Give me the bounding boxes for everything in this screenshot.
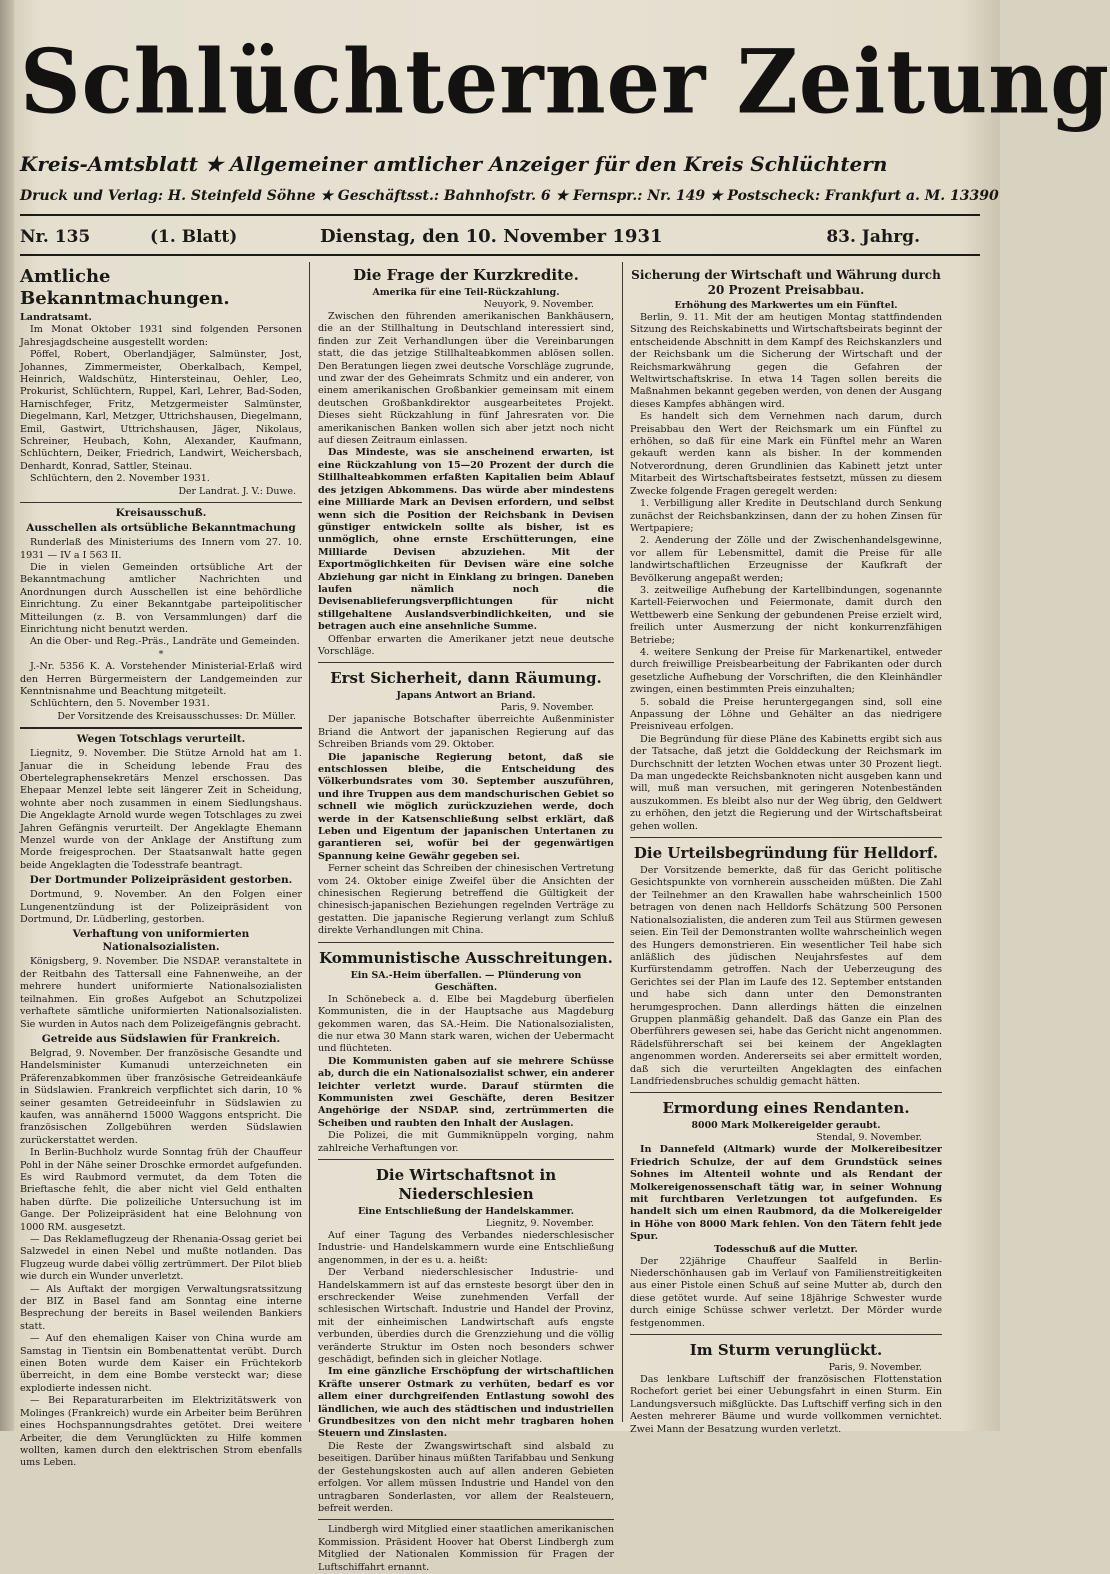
news-text: Königsberg, 9. November. Die NSDAP. veranstaltete in der Reitbahn des Tattersall eine Fahnenweihe, an der mehrere hundert uniformierte Nationalsozialisten teilnahmen. Ein großes Aufgebot an Schutzpolizei verhaftete sämtliche uniformierten Nationalsozialisten. Sie wurden in Autos nach dem Polizeigefängnis gebracht. [20,956,302,1030]
article-headline: Die Wirtschaftsnot in Niederschlesien [375,1165,557,1203]
notice-date: Schlüchtern, den 2. November 1931. [30,473,210,485]
divider [20,727,302,729]
masthead-subtitle: Kreis-Amtsblatt ★ Allgemeiner amtlicher Anzeiger für den Kreis Schlüchtern [20,152,888,176]
article-paragraph: In Schönebeck a. d. Elbe bei Magdeburg überfielen Kommunisten, die in der Hauptsache aus Magdeburg gekommen waren, das SA.-Heim. Die Nationalsozialisten, die nur etwa 30 Mann stark waren, wichen der Uebermacht und flüchteten. [318,993,614,1055]
article-paragraph: Berlin, 9. 11. Mit der am heutigen Montag stattfindenden Sitzung des Reichskabinetts und Wirtschaftsbeirats beginnt der entscheidende Abschnitt in dem Kampf des Reichskanzlers und der Reichsbank um die Sicherung der Wirtschaft und der Reichsmarkwährung gegen die Gefahren der Weltwirtschaftskrise. In etwa 14 Tagen sollen bereits die Maßnahmen bekannt gegeben werden, von denen der Ausgang dieses Kampfes abhängen wird. [630,312,942,410]
publisher-line: Druck und Verlag: H. Steinfeld Söhne ★ Geschäftsst.: Bahnhofstr. 6 ★ Fernspr.: Nr. 149 ★ Postscheck: Frankfurt a. M. 13390 [20,188,999,204]
article-paragraph: Der Verband niederschlesischer Industrie- und Handelskammern ist auf das ernsteste besorgt über den in erschreckender Weise zunehmenden Verfall der schlesischen Wirtschaft. Industrie und Handel der Provinz, mit der einheimischen Landwirtschaft aufs engste verbunden, überdies durch die Grenzziehung und die völlig veränderte Struktur im Osten noch besonders schwer geschädigt, befinden sich in gleicher Notlage. [318,1267,614,1366]
article-subheadline: Amerika für eine Teil-Rückzahlung. [372,287,560,298]
decree-forwarding: J.-Nr. 5356 K. A. Vorstehender Ministerial-Erlaß wird den Herren Bürgermeistern der Landgemeinden zur Kenntnisnahme und Beachtung mitgeteilt. [20,661,302,697]
news-title: Getreide aus Südslawien für Frankreich. [41,1032,281,1045]
article-subheadline: 8000 Mark Molkereigelder geraubt. [691,1120,881,1132]
article-paragraph: Die Polizei, die mit Gummiknüppeln vorging, nahm zahlreiche Verhaftungen vor. [318,1130,614,1154]
volume-year: 83. Jahrg. [826,227,920,247]
top-rule [20,214,980,216]
dateline-rule [20,254,980,256]
news-text: In Berlin-Buchholz wurde Sonntag früh der Chauffeur Pohl in der Nähe seiner Droschke ermordet aufgefunden. Es wird Raubmord vermutet, da dem Toten die Brieftasche fehlt, die aber nicht viel Geld enthalten haben dürfte. Die polizeiliche Untersuchung ist im Gange. Der Polizeipräsident hat eine Belohnung von 1000 RM. ausgesetzt. [20,1147,302,1233]
hunting-license-names: Pöffel, Robert, Oberlandjäger, Salmünster, Jost, Johannes, Zimmermeister, Oberkalbach, Kempel, Heinrich, Waldschütz, Hintersteinau, Oehler, Leo, Prokurist, Schlüchtern, Ruppel, Karl, Lehrer, Bad-Soden, Harnischfeger, Fritz, Metzgermeister Salmünster, Diegelmann, Karl, Metzger, Uttrichshausen, Diegelmann, Emil, Gastwirt, Uttrichshausen, Jäger, Nikolaus, Schreiner, Heubach, Kohn, Alexander, Kaufmann, Schlüchtern, Deiker, Friedrich, Landwirt, Weichersbach, Denhardt, Konrad, Sattler, Steinau. [20,349,302,472]
article-paragraph: Ferner scheint das Schreiben der chinesischen Vertretung vom 24. Oktober einige Zweifel über die Ansichten der chinesischen Regierung betreffend die Gültigkeit der chinesisch-japanischen Beziehungen regelnden Verträge zu gestatten. Die japanische Regierung verlangt zum Schluß direkte Verhandlungen mit China. [318,863,614,937]
page-binding-edge [0,0,14,1431]
article-headline: Erst Sicherheit, dann Räumung. [330,669,602,688]
divider [318,1159,614,1160]
news-title: Verhaftung von uniformierten Nationalsozialisten. [72,928,250,954]
separator-star: * [158,648,164,660]
announcement-title: Ausschellen als ortsübliche Bekanntmachung [26,522,296,535]
column-middle [318,266,614,1573]
column-divider-2 [622,262,623,1422]
article-paragraph: Das lenkbare Luftschiff der französischen Flottenstation Rochefort geriet bei einer Uebungsfahrt in einen Sturm. Ein Landungsversuch mißglückte. Das Luftschiff verfing sich in den Aesten mehrerer Bäume und wurde vollkommen vernichtet. Zwei Mann der Besatzung wurden verletzt. [630,1374,942,1435]
news-title: Der Dortmunder Polizeipräsident gestorben. [29,874,293,887]
article-paragraph: Auf einer Tagung des Verbandes niederschlesischer Industrie- und Handelskammern wurde eine Entschließung angenommen, in der es u. a. heißt: [318,1229,614,1266]
article-subheadline: Ein SA.-Heim überfallen. — Plünderung von Geschäften. [350,969,582,993]
notice-signature: Der Landrat. J. V.: Duwe. [178,485,296,497]
news-text: — Das Reklameflugzeug der Rhenania-Ossag geriet bei Salzwedel in einen Nebel und mußte notlanden. Das Flugzeug wurde dabei völlig zertrümmert. Der Pilot blieb wie durch ein Wunder unverletzt. [20,1234,302,1283]
article-paragraph: Zwischen den führenden amerikanischen Bankhäusern, die an der Stillhaltung in Deutschland interessiert sind, finden zur Zeit Verhandlungen über die Vereinbarungen statt, die das jetzige Stillhalteabkommen ablösen sollen. Den Beratungen liegen zwei deutsche Vorschläge zugrunde, und zwar der des Geheimrats Schmitz und ein anderer, von einem amerikanischen Großbankier gemeinsam mit einem deutschen Großbankdirektor ausgearbeitetes Projekt. Dieses sieht Rückzahlung in fünf Jahresraten vor. Die amerikanischen Banken wollen sich aber jetzt noch nicht auf diesen Zeitraum einlassen. [318,311,614,447]
notice-intro: Im Monat Oktober 1931 sind folgenden Personen Jahresjagdscheine ausgestellt worden: [20,324,302,348]
article-dateline: Paris, 9. November. [500,702,594,714]
article-headline: Im Sturm verunglückt. [689,1341,883,1360]
decree-date: Schlüchtern, den 5. November 1931. [30,698,210,710]
article-subheadline: Japans Antwort an Briand. [396,690,536,702]
official-notices-heading: Amtliche Bekanntmachungen. [20,266,230,309]
news-text: — Bei Reparaturarbeiten im Elektrizitätswerk von Molinges (Frankreich) wurde ein Arbeiter beim Berühren eines Hochspannungsdrahtes getötet. Drei weitere Arbeiter, die dem Verunglückten zu Hilfe kommen wollten, kamen durch den elektrischen Strom ebenfalls ums Leben. [20,1395,302,1469]
issue-number: Nr. 135 [20,227,91,247]
article-dateline: Neuyork, 9. November. [483,299,594,310]
article-dateline: Liegnitz, 9. November. [486,1217,594,1229]
list-item: 2. Aenderung der Zölle und der Zwischenhandelsgewinne, vor allem für Lebensmittel, damit die Preise für alle landwirtschaftlichen Erzeugnisse der Kaufkraft der Bevölkerung angepaßt werden; [630,535,942,584]
article-subheadline: Todesschuß auf die Mutter. [714,1243,858,1255]
decree-signature: Der Vorsitzende des Kreisausschusses: Dr. Müller. [57,710,296,722]
article-paragraph: Der japanische Botschafter überreichte Außenminister Briand die Antwort der japanischen Regierung auf das Schreiben Briands vom 29. Oktober. [318,714,614,751]
article-paragraph: Die Kommunisten gaben auf sie mehrere Schüsse ab, durch die ein Nationalsozialist schwer, ein anderer leichter verletzt wurde. Darauf stürmten die Kommunisten zwei Geschäfte, deren Besitzer Angehörige der NSDAP. sind, zertrümmerten die Scheiben und raubten den Inhalt der Auslagen. [318,1055,614,1129]
issue-date: Dienstag, den 10. November 1931 [320,226,663,247]
article-paragraph: Der Vorsitzende bemerkte, daß für das Gericht politische Gesichtspunkte von vornherein ausscheiden müßten. Die Zahl der Teilnehmer an den Krawallen habe wahrscheinlich 1500 betragen von denen nach Helldorfs Schätzung 500 Personen Nationalsozialisten, die anderen zum Teil aus Stürmen gewesen seien. Ein Teil der Demonstranten wollte wahrscheinlich wegen des Hungers demonstrieren. Ein wesentlicher Teil habe sich anläßlich des jüdischen Neujahrsfestes auf dem Kurfürstendamm getroffen. Nach der Ueberzeugung des Gerichtes sei der Plan im Laufe des 12. September entstanden und habe sich dann unter den Demonstranten herumgesprochen. Dann allerdings hätten die einzelnen Gruppen planmäßig gehandelt. Daß das Ganze ein Plan des Oberführers gewesen sei, habe das Gericht nicht angenommen. Rädelsführerschaft sei bei keinem der Angeklagten angenommen worden. Andererseits sei aber ermittelt worden, daß sich die verurteilten Angeklagten des einfachen Landfriedensbruches schuldig gemacht hätten. [630,865,942,1087]
article-paragraph: Im eine gänzliche Erschöpfung der wirtschaftlichen Kräfte unserer Ostmark zu verhüten, bedarf es vor allem einer durchgreifenden Entlastung sowohl des ländlichen, wie auch des städtischen und industriellen Grundbesitzes von den nicht mehr tragbaren hohen Steuern und Zinslasten. [318,1366,614,1440]
article-paragraph: In Dannefeld (Altmark) wurde der Molkereibesitzer Friedrich Schulze, der auf dem Grundstück seines Sohnes im Altenteil wohnte und als Rendant der Molkereigenossenschaft tätig war, in seiner Wohnung mit furchtbaren Verletzungen tot aufgefunden. Es handelt sich um einen Raubmord, da die Molkereigelder in Höhe von 8000 Mark fehlen. Von den Tätern fehlt jede Spur. [630,1144,942,1243]
divider [20,502,302,503]
news-text: Dortmund, 9. November. An den Folgen einer Lungenentzündung ist der Polizeipräsident von Dortmund, Dr. Lüdberling, gestorben. [20,889,302,926]
article-paragraph: Offenbar erwarten die Amerikaner jetzt neue deutsche Vorschläge. [318,633,614,657]
article-headline: Die Urteilsbegründung für Helldorf. [633,844,939,863]
list-item: 5. sobald die Preise heruntergegangen sind, soll eine Anpassung der Löhne und Gehälter an das niedrigere Preisniveau erfolgen. [630,696,942,733]
list-item: 3. zeitweilige Aufhebung der Kartellbindungen, sogenannte Kartell-Feierwochen und Feiermonate, damit durch den Wettbewerb eine Senkung der gebundenen Preise erzielt wird, freilich unter Ausmerzung der nicht konkurrenzfähigen Betriebe; [630,584,942,646]
list-item: 4. weitere Senkung der Preise für Markenartikel, entweder durch freiwillige Preisbearbeitung der Fabrikanten oder durch gesetzliche Aufhebung der Vorschriften, die den Kleinhändler zwingen, einen bestimmten Preis einzuhalten; [630,646,942,696]
article-dateline: Paris, 9. November. [828,1362,922,1374]
divider [630,1092,942,1093]
office-label: Landratsamt. [20,312,92,323]
article-paragraph: Das Mindeste, was sie anscheinend erwarten, ist eine Rückzahlung von 15—20 Prozent der durch die Stillhalteabkommen erfaßten Kapitalien beim Ablauf des jetzigen Abkommens. Das würde aber mindestens eine Milliarde Mark an Devisen erfordern, und selbst wenn sich die Position der Reichsbank in Devisen günstiger entwickeln sollte als bisher, ist es unmöglich, ohne ernste Erschütterungen, eine Milliarde Devisen abzuziehen. Mit der Exportmöglichkeiten für Devisen wäre eine solche Abziehung gar nicht in Einklang zu bringen. Daneben laufen nämlich noch die Devisenablieferungsverpflichtungen für nicht stillgehaltene Auslandsverbindlichkeiten, und sie betragen auch eine ansehnliche Summe. [318,447,614,633]
column-divider-1 [309,262,310,1422]
masthead-title: Schlüchterner Zeitung [20,29,1110,134]
article-paragraph: Die Begründung für diese Pläne des Kabinetts ergibt sich aus der Tatsache, daß jetzt die Golddeckung der Reichsmark im Durchschnitt der letzten Wochen etwas unter 30 Prozent liegt. Da man ungedeckte Reichsbanknoten nicht ausgeben kann und will, muß man versuchen, mit geringeren Notenbeständen auszukommen. Es bleibt also nur der Weg übrig, den Geldwert zu erhöhen, den jetzt die Regierung und der Wirtschaftsbeirat gehen wollen. [630,733,942,832]
article-subheadline: Erhöhung des Markwertes um ein Fünftel. [674,300,898,311]
column-left [20,266,302,1469]
article-paragraph: Es handelt sich dem Vernehmen nach darum, durch Preisabbau den Wert der Reichsmark um ein Fünftel zu erhöhen, so daß für eine Mark ein Fünftel mehr an Waren gekauft werden kann als bisher. In der kommenden Notverordnung, deren Grundlinien das Kabinett jetzt unter Mitarbeit des Wirtschaftsbeirates festsetzt, müssen zu diesem Zwecke folgende Fragen geregelt werden: [630,411,942,497]
article-paragraph: Die japanische Regierung betont, daß sie entschlossen bleibe, die Entscheidung des Völkerbundsrates vom 30. September auszuführen, und ihre Truppen aus dem mandschurischen Gebiet so schnell wie möglich zurückzuziehen werde, doch werde in der Katsenschließung selbst erklärt, daß Leben und Eigentum der japanischen Untertanen zu garantieren sei, wofür bei der gegenwärtigen Spannung keine Gewähr gegeben sei. [318,751,614,862]
divider [318,662,614,663]
news-text: Belgrad, 9. November. Der französische Gesandte und Handelsminister Kumanudi unterzeichneten ein Präferenzabkommen über französische Getreideankäufe in Südslawien. Frankreich verpflichtet sich darin, 10 % seiner gesamten Getreideeinfuhr in Südslawien zu kaufen, was annähernd 15000 Waggons entspricht. Die französischen Zollgebühren werden Südslawien zurückerstattet werden. [20,1047,302,1146]
column-right [630,266,942,1435]
article-paragraph: Lindbergh wird Mitglied einer staatlichen amerikanischen Kommission. Präsident Hoover hat Oberst Lindbergh zum Mitglied der Nationalen Kommission für Fragen der Luftschiffahrt ernannt. [318,1524,614,1573]
divider [318,942,614,943]
news-text: — Auf den ehemaligen Kaiser von China wurde am Samstag in Tientsin ein Bombenattentat verübt. Durch einen Boten wurde dem Kaiser ein Früchtekorb überreicht, in dem eine Bombe versteckt war; diese explodierte indessen nicht. [20,1333,302,1394]
article-headline: Die Frage der Kurzkredite. [353,266,579,284]
news-text: Liegnitz, 9. November. Die Stütze Arnold hat am 1. Januar die in Scheidung lebende Frau des Obertelegraphensekretärs Menzel erschossen. Das Ehepaar Menzel lebte seit längerer Zeit in Scheidung, wohnte aber noch zusammen in einem Siedlungshaus. Die Angeklagte Arnold wurde wegen Totschlages zu zwei Jahren Gefängnis verurteilt. Der Angeklagte Ehemann Menzel wurde von der Anklage der Anstiftung zum Morde freigesprochen. Der Staatsanwalt hatte gegen beide Angeklagten die Todesstrafe beantragt. [20,748,302,871]
decree-reference: Runderlaß des Ministeriums des Innern vom 27. 10. 1931 — IV a I 563 II. [20,537,302,561]
article-subheadline: Eine Entschließung der Handelskammer. [357,1205,575,1217]
article-paragraph: Die Reste der Zwangswirtschaft sind alsbald zu beseitigen. Darüber hinaus müßten Tarifabbau und Senkung der Gestehungskosten auch auf allen anderen Gebieten erfolgen. Vor allem müssen Industrie und Handel von den untragbaren Sonderlasten, vor allem der Realsteuern, befreit werden. [318,1440,614,1514]
article-headline: Kommunistische Ausschreitungen. [319,948,613,967]
news-title: Wegen Totschlags verurteilt. [76,733,246,746]
news-text: — Als Auftakt der morgigen Verwaltungsratssitzung der BIZ in Basel fand am Sonntag eine interne Besprechung der bereits in Basel weilenden Bankiers statt. [20,1283,302,1332]
dateline [20,222,980,252]
decree-recipients: An die Ober- und Reg.-Präs., Landräte und Gemeinden. [30,636,300,648]
article-headline: Ermordung eines Rendanten. [662,1099,910,1118]
list-item: 1. Verbilligung aller Kredite in Deutschland durch Senkung zunächst der Reichsbankzinsen, dann der zu hohen Zinsen für Wertpapiere; [630,498,942,534]
divider [630,1334,942,1335]
sheet-label: (1. Blatt) [150,227,238,247]
decree-text: Die in vielen Gemeinden ortsübliche Art der Bekanntmachung amtlicher Nachrichten und Anordnungen durch Ausschellen ist eine behördliche Einrichtung. Zu einer Bekanntgabe parteipolitischer Mitteilungen (z. B. von Versammlungen) darf die Einrichtung nicht benutzt werden. [20,561,302,635]
article-paragraph: Der 22jährige Chauffeur Saalfeld in Berlin-Niederschönhausen gab im Verlauf von Familienstreitigkeiten aus einer Pistole einen Schuß auf seine Mutter ab, durch den diese getötet wurde. Auf seine 18jährige Schwester wurde durch einige Schüsse schwer verletzt. Der Mörder wurde festgenommen. [630,1255,942,1329]
district-committee-heading: Kreisausschuß. [115,507,207,520]
article-headline: Sicherung der Wirtschaft und Währung durch 20 Prozent Preisabbau. [631,268,941,297]
article-dateline: Stendal, 9. November. [816,1132,922,1144]
divider [318,1519,614,1520]
divider [630,837,942,838]
